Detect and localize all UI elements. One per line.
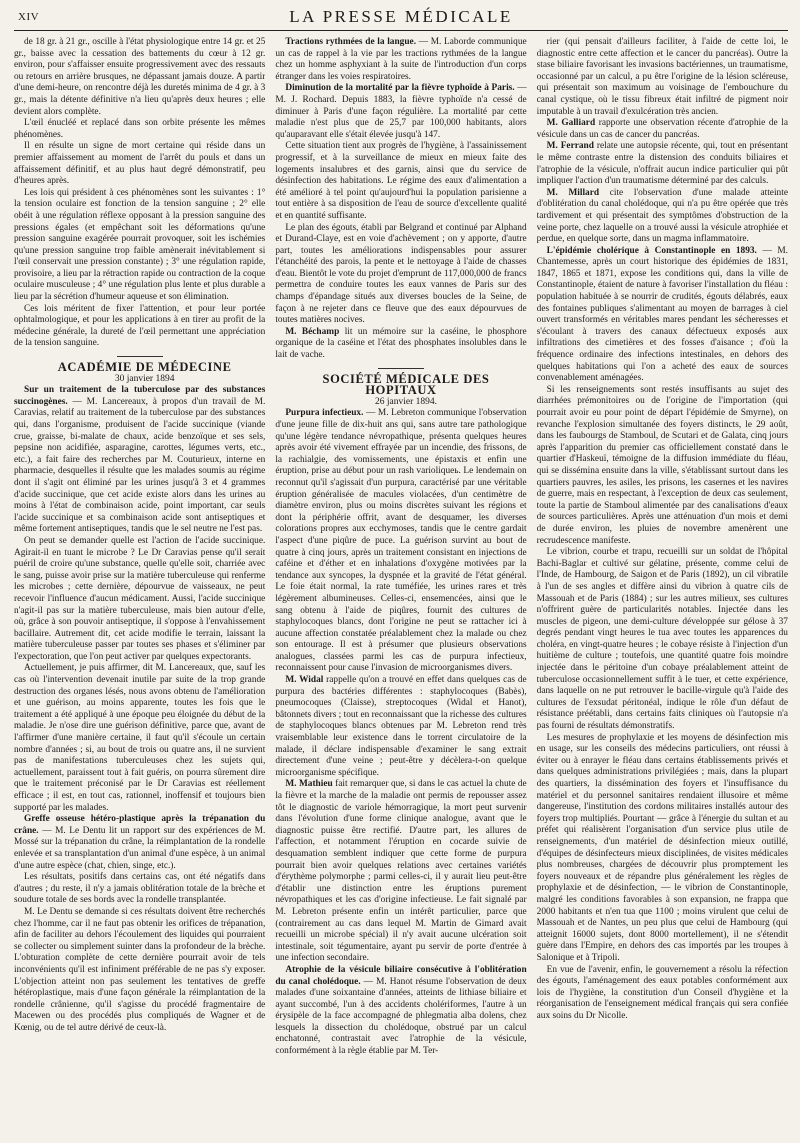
article (537, 246, 788, 385)
article (14, 385, 265, 536)
page-header (14, 6, 788, 31)
article-title: L'épidémie cholérique à Constantinople en 1893. (546, 245, 757, 256)
article (537, 141, 788, 187)
divider (378, 368, 424, 369)
article (275, 83, 526, 141)
column-2 (275, 37, 526, 1137)
article-body: fait remarquer que, si dans le cas actuel la chute de la fièvre et la marche de la maladie ont permis de repousser assez tôt le diagnostic de variole hémorragique, la mort peut survenir dans l'évolution d'une forme clinique analogue, avant que le diagnostic puisse être rectifié. D'autre part, les allures de l'affection, et notamment l'éruption en cocarde suivie de desquamation semblent indiquer que cette forme de purpura pourrait bien avoir quelques relations avec certaines variétés d'érythème polymorphe ; parmi celles-ci, il y aurait lieu peut-être d'établir une distinction entre les éruptions purement névropathiques et les cas d'origine infectieuse. Le fait signalé par M. Lebreton présente enfin un intérêt particulier, parce que (contrairement au cas dans lequel M. Martin de Gimard avait recueilli un microbe spécial) il n'y avait aucune ulcération soit intestinale, soit tégumentaire, ayant pu servir de porte d'entrée à une infection secondaire. (275, 779, 527, 964)
column-1 (14, 37, 265, 1137)
article-body: — M. Laborde communique un cas de rappel à la vie par les tractions rythmées de la langue chez un homme asphyxiant à la suite de l'introduction d'un corps étranger dans les voies respiratoires. (275, 37, 527, 82)
article (275, 408, 526, 675)
article-title: M. Béchamp (285, 326, 340, 337)
article (275, 327, 526, 362)
article-title: M. Ferrand (546, 141, 594, 152)
columns (14, 37, 788, 1137)
column-3 (537, 37, 788, 1137)
section-heading-academie: ACADÉMIE DE MÉDECINE (57, 360, 232, 375)
article-body: rapporte une observation récente d'atrophie de la vésicule dans un cas de cancer du pancréas. (536, 118, 788, 140)
paragraph: rier (qui pensait d'ailleurs faciliter, à l'aide de cette loi, le diagnostic entre cette affection et le cancer du pancréas). Outre la stase biliaire favorisant les invasions bactériennes, un traumatisme, occasionné par un calcul, a pu être l'origine de la lésion scléreuse, qui présentait son maximum au voisinage de l'embouchure du canal cystique, où le tissu fibreux était infiltré de pigment noir imputable à un travail d'exulcération très ancien. (536, 37, 788, 117)
paragraph: Actuellement, je puis affirmer, dit M. Lancereaux, que, sauf les cas où l'intervention devenait inutile par suite de la trop grande destruction des organes lésés, nous avons obtenu de l'amélioration et une guérison, au moins apparente, toutes les fois que le traitement a été appliqué à une époque peu éloignée du début de la maladie. Je n'ose dire une guérison définitive, parce que, avant de l'affirmer d'une manière certaine, il faut qu'il s'écoule un certain nombre d'années ; si, au bout de trois ou quatre ans, il ne survient pas de manifestations tuberculeuses chez les sujets qui, actuellement, paraissent tout à fait guéris, on pourra sûrement dire que le traitement préconisé par le Dr Caravias est réellement efficace ; il est, en tout cas, rationnel, inoffensif et toujours bien supporté par les malades. (14, 663, 266, 813)
article-title: M. Galliard (546, 118, 596, 129)
paragraph: Le plan des égouts, établi par Belgrand et continué par Alphand et Durand-Claye, est en voie d'achèvement ; on y apporte, d'autre part, toutes les améliorations indispensables pour assurer l'étanchéité des parois, la pente et le nettoyage à l'aide de chasses d'eau. Bientôt le vote du projet d'emprunt de 117,000,000 de francs permettra de conduire toutes les eaux vannes de Paris sur des champs d'épandage situés aux diverses boucles de la Seine, de façon à ne rejeter dans ce fleuve que des eaux dépourvues de toutes matières nocives. (275, 222, 527, 326)
article-body: — M. Chantemesse, après un court historique des épidémies de 1831, 1847, 1865 et 1871, expose les conditions qui, dans la ville de Constantinople, étaient de nature à favoriser l'installation du fléau : population habituée à se nourrir de crudités, égouts délabrés, eaux des fontaines publiques s'alimentant au moyen de barrages à ciel ouvert transformés en véritables mares pendant les sécheresses et s'écoulant à travers des canaux défectueux exposés aux infiltrations des cimetières et des fosses d'aisance ; d'où la fréquence ordinaire des infections intestinales, en dehors des quelques habitations qui l'on a acheté des eaux de sources convenablement aménagées. (536, 245, 788, 384)
article-title: M. Mathieu (285, 779, 333, 790)
paragraph: Si les renseignements sont restés insuffisants au sujet des diarrhées prémonitoires ou de l'origine de l'importation (qui pourrait avoir eu pour point de départ l'épidémie de Smyrne), on revanche l'explosion simultanée des foyers distincts, le 29 août, dans les faubourgs de Stamboul, de Scutari et de Galata, cinq jours après l'apparition du premier cas officiellement constaté dans le quartier d'Haskeuï, témoigne de la diffusion immédiate du fléau, qui se dissémina ensuite dans la ville, s'établissant surtout dans les quartiers pauvres, les asiles, les prisons, les casernes et les navires de guerre, mais en respectant, à l'exception de deux cas seulement, toute la partie de Stamboul alimentée par des canalisations d'eaux de sources particulières. Après une atténuation d'un mois et demi de durée environ, les pluies de novembre amenèrent une recrudescence manifeste. (536, 384, 788, 546)
paragraph: On peut se demander quelle est l'action de l'acide succinique. Agirait-il en tuant le microbe ? Le Dr Caravias pense qu'il serait puéril de croire qu'une substance, quelle qu'elle soit, charriée avec le sang, puisse avoir prise sur la matière tuberculeuse qui renferme les microbes ; cette dernière, dépourvue de vaisseaux, ne peut recevoir l'influence d'aucun médicament. Aussi, l'acide succinique n'agit-il pas sur la matière tuberculeuse, mais bien autour d'elle, où, grâce à son pouvoir antiseptique, il s'oppose à l'envahissement bacillaire. Autrement dit, cet acide modifie le terrain, laissant la matière tuberculeuse passer par toutes ses phases et s'éliminer par l'expectoration, que l'on peut activer par quelques expectorants. (14, 535, 266, 662)
article (275, 675, 526, 779)
paragraph: M. Le Dentu se demande si ces résultats doivent être recherchés chez l'homme, car il ne faut pas obtenir les orifices de trépanation, afin de faciliter au dehors l'écoulement des liquides qui pourraient se collecter ou simplement suinter dans la profondeur de la brèche. L'obturation complète de cette dernière pourrait avoir de tels inconvénients qu'il est infiniment préférable de ne pas s'y exposer. L'objection atteint non pas seulement les tentatives de greffe hétéroplastique, mais d'une façon générale la réimplantation de la rondelle crânienne, qu'il s'agisse du procédé fragmentaire de Macewen ou des procédés plus compliqués de Wagner et de Kœnig, ou de tel autre dérivé de ceux-là. (14, 906, 266, 1033)
article-title: Diminution de la mortalité par la fièvre typhoïde à Paris. (285, 83, 515, 94)
article-title: Purpura infectieux. (285, 408, 364, 419)
page-number: XIV (18, 11, 40, 23)
article-body: — M. Hanot résume l'observation de deux malades d'une soixantaine d'années, atteints de lithiase biliaire et ayant succombé, l'un à des accidents cholériformes, l'autre à un érysipèle de la face accompagné de phlegmatia alba dolens, chez lesquels la dissection du cholédoque, obstrué par un calcul enchatonné, contrastait avec l'atrophie de la vésicule, conformément à la règle établie par M. Ter- (275, 976, 527, 1057)
article (537, 188, 788, 246)
article-title: M. Millard (546, 187, 600, 198)
section-heading-hopitaux: SOCIÉTÉ MÉDICALE DES HOPITAUX (322, 371, 490, 398)
paragraph: Les lois qui président à ces phénomènes sont les suivantes : 1° la tension oculaire est fonction de la tension sanguine ; 2° elle obéit à une régulation réflexe opposant à la pression sanguine des pressions égales (et empêchant soit les déformations qu'une pression sanguine exagérée pourrait provoquer, soit les ischémies qu'une pression sanguine trop faible amènerait inévitablement si l'œil conservait une pression constante) ; 3° une régulation rapide, provisoire, a lieu par la rétraction rapide ou contraction de la coque oculaire musculeuse ; 4° une régulation plus lente et plus durable a lieu par la sécrétion d'humeur aqueuse et son élimination. (14, 187, 266, 303)
article-body: cite l'observation d'une malade atteinte d'oblitération du canal cholédoque, qui n'a pu être opérée que très tardivement et qui présentait des symptômes d'obstruction de la veine porte, chez laquelle on a trouvé aussi la vésicule atrophiée et perdue, en quelque sorte, dans un magma inflammatoire. (536, 187, 788, 245)
article-body: — M. J. Rochard. Depuis 1883, la fièvre typhoïde n'a cessé de diminuer à Paris d'une façon régulière. La mortalité par cette maladie n'est plus que de 25,7 par 100,000 habitants, alors qu'auparavant elle s'était élevée jusqu'à 147. (275, 83, 527, 140)
article-title: Greffe osseuse hétéro-plastique après la trépanation du crâne. (14, 814, 266, 836)
article-body: — M. Lebreton communique l'observation d'une jeune fille de dix-huit ans qui, sans autre tare pathologique qu'une légère tendance névropathique, présenta quelques heures après avoir été vivement effrayée par un incendie, des frissons, de la rachialgie, des vomissements, une épistaxis et enfin une éruption, prise au début pour un rash varioliqueь. Le lendemain on reconnut qu'il s'agissait d'un purpura, caractérisé par une véritable éruption généralisée de macules violacées, d'un centimètre de diamètre environ, plus ou moins discrètes suivant les régions et dont la périphérie offrit, avant de desquamer, les diverses colorations propres aux ecchymoses, tandis que le centre gardait l'aspect d'une piqûre de puce. La guérison survint au bout de quatre à cinq jours, après un traitement consistant en injections de caféine et d'éther et en inhalations d'oxygène motivées par la tendance aux syncopes, la dyspnée et la gravité de l'état général. Le foie était normal, la rate tuméfiée, les urines rares et très légèrement albumineuses. Celles-ci, ensemencées, ainsi que le sang obtenu à l'aide de piqûres, fournit des cultures de staphylocoques blancs, dont l'origine ne peut se rattacher ici à aucune affection constatée préalablement chez la malade ou chez son entourage. Il est à présumer que plusieurs observations analogues, classées parmi les cas de purpura infectieux, reconnaissent pour cause l'invasion de microorganismes divers. (275, 408, 527, 674)
article-body: — M. Le Dentu lit un rapport sur des expériences de M. Mossé sur la trépanation du crâne, la réimplantation de la rondelle enlevée et sa transplantation d'un animal d'une espèce, à un animal d'une autre espèce (chat, chien, singe, etc.). (14, 825, 266, 871)
article-body: — M. Lancereaux, à propos d'un travail de M. Caravias, relatif au traitement de la tuberculose par des substances qui, dans l'organisme, produisent de l'acide succinique (viande crue, graisse, bi-malate de chaux, acide benzoïque et ses sels, pepsine non acidifiée, asparagine, carottes, légumes verts, etc., etc.), a fait faire des recherches par M. Couturieux, interne en pharmacie, desquelles il résulte que les malades soumis au régime dont il s'agit ont éliminé par les urines jusqu'à 3 et 4 grammes d'acide succinique, que cet acide existe alors dans les urines au moins à l'état de combinaison acide, point important, car seuls l'acide succinique et sa combinaison acide sont antiseptiques et même fortement antiseptiques, tandis que le sel neutre ne l'est pas. (14, 396, 266, 535)
paragraph: Ces lois méritent de fixer l'attention, et pour leur portée ophtalmologique, et pour les applications à en tirer au profit de la médecine générale, la dureté de l'œil permettant une appréciation de la tension sanguine. (14, 303, 266, 349)
paragraph: de 18 gr. à 21 gr., oscille à l'état physiologique entre 14 gr. et 25 gr., baisse avec la cessation des battements du cœur à 12 gr. environ, pour s'affaisser ensuite progressivement avec des ressauts ou retours en arrière brusques, ne dépassant jamais douze. A partir d'une demi-heure, on rencontre déjà les duretés minima de 4 gr. à 3 gr., mais la détente définitive n'a lieu qu'après deux heures ; elle devient alors complète. (14, 37, 266, 117)
article-title: Sur un traitement de la tuberculose par des substances succinogènes. (14, 385, 266, 407)
article (275, 779, 526, 965)
article-title: Tractions rythmées de la langue. (285, 37, 417, 47)
article (537, 118, 788, 141)
article-body: relate une autopsie récente, qui, tout en présentant le même contraste entre la distension des conduits biliaires et l'atrophie de la vésicule, n'offrait aucun indice particulier qui pût impliquer l'action d'un traumatisme déterminé par des calculs. (536, 141, 788, 187)
journal-title: LA PRESSE MÉDICALE (289, 7, 513, 26)
article (275, 37, 526, 83)
paragraph: Les mesures de prophylaxie et les moyens de désinfection mis en usage, sur les conseils des médecins particuliers, ont réussi à éviter ou à enrayer le fléau dans certains établissements privés et dans quelques administrations privilégiées ; mais, dans la plupart des quartiers, la dissémination des foyers et l'insuffisance du matériel et du personnel sanitaires rendaient illusoire et même dangereuse, l'institution des cordons militaires installés autour des foyers trop multipliés. Pourtant — grâce à l'énergie du sultan et au préfet qui réalisèrent l'organisation d'un service plus utile de renseignements, d'un matériel de désinfection mieux outillé, d'équipes de désinfecteurs mieux disciplinées, de visites médicales plus nombreuses, chargées de découvrir plus promptement les foyers nouveaux et de répandre plus généralement les règles de prophylaxie et de désinfection, — le vibrion de Constantinople, malgré les conditions favorables à son expansion, ne frappa que 2000 habitants et n'en tua que 1100 ; moins virulent que celui de Massouah et de Nantes, un peu plus que celui de Hambourg (qui atteignit 16000 sujets, dont 8000 mortellement), il ne s'étendit guère dans l'Empire, en dehors des cas importés par les troupes à Salonique et à Tripoli. (536, 732, 788, 963)
article-body: rappelle qu'on a trouvé en effet dans quelques cas de purpura des bactéries différentes : staphylocoques (Babès), pneumocoques (Claisse), streptocoques (Widal et Hanot), bâtonnets divers ; tout en reconnaissant que la richesse des cultures de staphylocoques blancs obtenues par M. Lebreton rend très vraisemblable leur existence dans le torrent circulatoire de la malade, il déclare indispensable d'examiner le sang extrait directement d'une veine ; peut-être y décèlera-t-on quelque microorganisme spécifique. (275, 675, 527, 778)
paragraph: Les résultats, positifs dans certains cas, ont été négatifs dans d'autres ; du reste, il n'y a jamais oblitération totale de la brèche et soudure totale de ses bords avec la rondelle transplantée. (14, 872, 266, 906)
article-title: Atrophie de la vésicule biliaire consécutive à l'oblitération du canal cholédoque. (275, 964, 527, 987)
article (275, 965, 526, 1058)
paragraph: Cette situation tient aux progrès de l'hygiène, à l'assainissement progressif, et à la surveillance de mieux en mieux faite des logements insalubres et des garnis, ainsi que du service de désinfection des habitations. Le régime des eaux d'alimentation a été amélioré à tel point qu'aujourd'hui la population parisienne a tout entière à sa disposition de l'eau de source d'excellente qualité et en quantité suffisante. (275, 141, 527, 221)
paragraph: En vue de l'avenir, enfin, le gouvernement a résolu la réfection des égouts, l'aménagement des eaux potables conformément aux lois de l'hygiène, la constitution d'un Conseil d'hygiène et la réorganisation de l'enseignement médical français qui sera confiée aux soins du Dr Nicolle. (536, 964, 788, 1021)
paragraph: Le vibrion, courbe et trapu, recueilli sur un soldat de l'hôpital Bachi-Baglar et cultivé sur gélatine, présente, comme celui de l'Inde, de Hambourg, de Saigon et de Paris (1892), un cil vibratile à l'un de ses angles et diffère ainsi du vibrion à quatre cils de Massouah et de Paris (1884) ; sur les autres milieux, ses cultures n'offrirent guère de particularités notables. Injectée dans les muscles de pigeon, une demi-culture développée sur gélose à 37 degrés pendant vingt heures le tua avec toutes les apparences du choléra, en vingt-quatre heures ; le cobaye résiste à l'injection d'un huitième de culture ; toutefois, une quantité quatre fois moindre injectée dans le péritoine d'un cobaye préalablement atteint de tuberculose occasionnellement suffit à le tuer, et cette expérience, dans laquelle on ne put retrouver le bacille-virgule qu'à l'aide des cultures de l'exsudat péritonéal, indique le rôle d'un défaut de résistance préétabli, dans certains faits cliniques où l'autopsie n'a pas fourni de résultats démonstratifs. (536, 547, 788, 732)
divider (117, 356, 163, 357)
paragraph: L'œil énucléé et replacé dans son orbite présente les mêmes phénomènes. (14, 118, 266, 140)
article-body: lit un mémoire sur la caséine, le phosphore organique de la caséine et l'état des phosphates insolubles dans le lait de vache. (275, 326, 527, 361)
article-title: M. Widal (285, 675, 324, 686)
section-date: 30 janvier 1894 (114, 373, 175, 384)
section-date: 26 janvier 1894. (374, 396, 437, 407)
paragraph: Il en résulte un signe de mort certaine qui réside dans un premier affaissement au moment de l'arrêt du pouls et dans un affaissement définitif, et au plus haut degré démonstratif, peu d'heures après. (14, 141, 266, 187)
article (14, 814, 265, 872)
